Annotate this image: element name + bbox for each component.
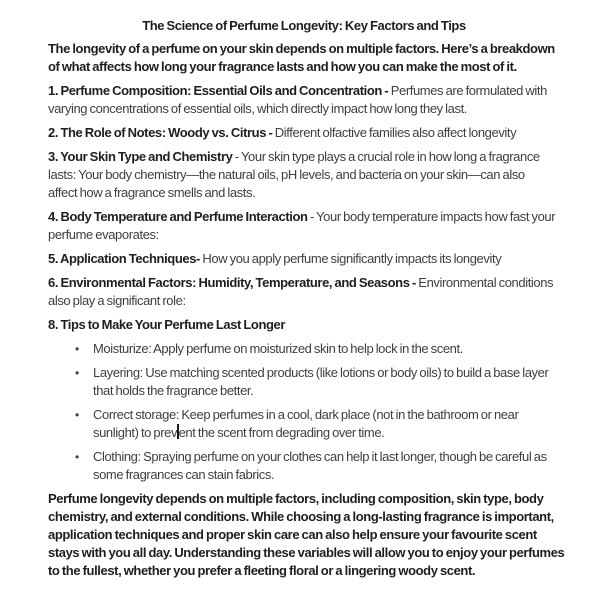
text-run: Environmental conditions bbox=[415, 275, 554, 290]
bold-text-run: of what affects how long your fragrance lasts and how you can make the most of it. bbox=[48, 59, 517, 74]
bold-text-run: 3. Your Skin Type and Chemistry bbox=[48, 149, 233, 164]
bold-text-run: chemistry, and external conditions. While choosing a long-lasting fragrance is important, bbox=[48, 509, 554, 524]
text-line bbox=[93, 340, 560, 358]
text-run: - Your skin type plays a crucial role in how long a fragrance bbox=[232, 149, 540, 164]
text-run: varying concentrations of essential oils, which directly impact how long they last. bbox=[48, 101, 467, 116]
text-run: Correct storage: Keep perfumes in a cool, dark place (not in the bathroom or near bbox=[93, 407, 519, 422]
text-line bbox=[93, 424, 560, 442]
text-run: How you apply perfume significantly impacts its longevity bbox=[199, 251, 502, 266]
list-item[interactable] bbox=[48, 364, 560, 400]
list-item[interactable] bbox=[48, 340, 560, 358]
text-line bbox=[48, 208, 560, 226]
text-run: lasts: Your body chemistry—the natural oils, pH levels, and bacteria on your skin—can also bbox=[48, 167, 525, 182]
text-line bbox=[48, 82, 560, 100]
text-run: Perfumes are formulated with bbox=[388, 83, 547, 98]
text-line bbox=[48, 274, 560, 292]
text-line bbox=[48, 100, 560, 118]
text-line bbox=[48, 166, 560, 184]
paragraph[interactable] bbox=[48, 316, 560, 334]
paragraph[interactable] bbox=[48, 250, 560, 268]
text-line bbox=[48, 544, 565, 562]
list-item-text bbox=[93, 406, 560, 442]
text-line bbox=[48, 226, 560, 244]
bold-text-run: Perfume longevity depends on multiple factors, including composition, skin type, body bbox=[48, 491, 544, 506]
text-line bbox=[48, 40, 560, 58]
bold-text-run: stays with you all day. Understanding these variables will allow you to enjoy your perfumes bbox=[48, 545, 565, 560]
text-run: affect how a fragrance smells and lasts. bbox=[48, 185, 256, 200]
text-line bbox=[48, 526, 560, 544]
text-run: perfume evaporates: bbox=[48, 227, 159, 242]
bold-text-run: 1. Perfume Composition: Essential Oils and Concentration - bbox=[48, 83, 389, 98]
paragraph[interactable] bbox=[48, 82, 560, 118]
list-item-text bbox=[93, 364, 560, 400]
bold-text-run: 6. Environmental Factors: Humidity, Temperature, and Seasons - bbox=[48, 275, 416, 290]
text-run: Layering: Use matching scented products (like lotions or body oils) to build a base layer bbox=[93, 365, 549, 380]
paragraph[interactable] bbox=[48, 124, 560, 142]
bold-text-run: application techniques and proper skin care can also help ensure your favourite scent bbox=[48, 527, 537, 542]
bold-text-run: 8. Tips to Make Your Perfume Last Longer bbox=[48, 317, 286, 332]
text-line bbox=[93, 382, 560, 400]
list-item[interactable] bbox=[48, 406, 560, 442]
text-line bbox=[93, 448, 560, 466]
list-item-text bbox=[93, 448, 560, 484]
text-line bbox=[48, 148, 560, 166]
bullet-icon: • bbox=[75, 342, 79, 356]
text-run: that holds the fragrance better. bbox=[93, 383, 254, 398]
text-line bbox=[48, 508, 560, 526]
bold-text-run: 5. Application Techniques- bbox=[48, 251, 200, 266]
paragraph[interactable] bbox=[48, 148, 560, 202]
text-line bbox=[93, 406, 560, 424]
text-run: also play a significant role: bbox=[48, 293, 186, 308]
paragraph[interactable] bbox=[48, 274, 560, 310]
text-run: ent the scent from degrading over time. bbox=[178, 425, 385, 440]
bullet-icon: • bbox=[75, 450, 79, 464]
text-line bbox=[48, 184, 560, 202]
paragraph[interactable] bbox=[48, 490, 565, 580]
bullet-icon: • bbox=[75, 366, 79, 380]
text-line bbox=[48, 292, 560, 310]
text-line bbox=[48, 58, 560, 76]
list-item-text bbox=[93, 340, 560, 358]
bold-text-run: 2. The Role of Notes: Woody vs. Citrus - bbox=[48, 125, 273, 140]
text-run: Different olfactive families also affect longevity bbox=[272, 125, 517, 140]
bold-text-run: to the fullest, whether you prefer a fleeting floral or a lingering woody scent. bbox=[48, 563, 476, 578]
document-title: The Science of Perfume Longevity: Key Factors and Tips bbox=[142, 18, 466, 33]
text-line bbox=[48, 490, 560, 508]
document-body[interactable] bbox=[48, 40, 565, 580]
paragraph[interactable] bbox=[48, 40, 560, 76]
text-line bbox=[93, 364, 560, 382]
text-run: Moisturize: Apply perfume on moisturized skin to help lock in the scent. bbox=[93, 341, 463, 356]
text-run: Clothing: Spraying perfume on your clothes can help it last longer, though be careful as bbox=[93, 449, 547, 464]
text-run: some fragrances can stain fabrics. bbox=[93, 467, 275, 482]
text-line bbox=[48, 562, 560, 580]
text-line bbox=[48, 124, 560, 142]
text-run: sunlight) to prev bbox=[93, 425, 178, 440]
bold-text-run: 4. Body Temperature and Perfume Interaction bbox=[48, 209, 308, 224]
paragraph[interactable] bbox=[48, 208, 560, 244]
bold-text-run: The longevity of a perfume on your skin depends on multiple factors. Here’s a breakdown bbox=[48, 41, 555, 56]
bullet-icon: • bbox=[75, 408, 79, 422]
text-run: - Your body temperature impacts how fast your bbox=[307, 209, 556, 224]
text-line bbox=[93, 466, 560, 484]
text-line bbox=[48, 316, 560, 334]
list-item[interactable] bbox=[48, 448, 560, 484]
text-line bbox=[48, 250, 560, 268]
